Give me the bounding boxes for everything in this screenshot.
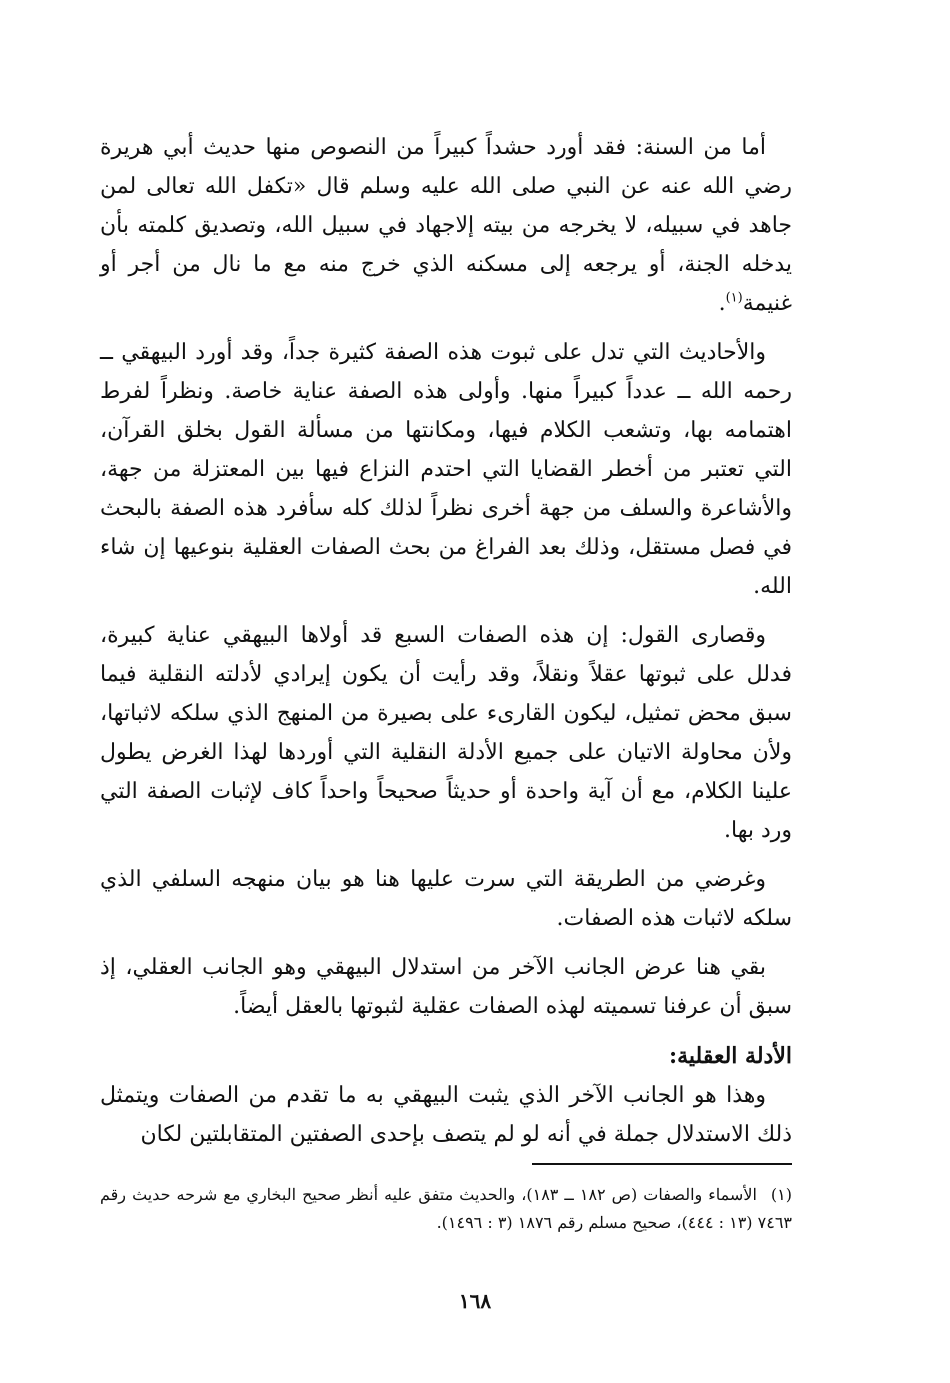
paragraph-1-tail: . — [718, 291, 726, 316]
paragraph-2: والأحاديث التي تدل على ثبوت هذه الصفة كثيرة جداً، وقد أورد البيهقي ــ رحمه الله ــ عدداً كبيراً منها. وأولى هذه الصفة عناية خاصة. ونظراً لفرط اهتمامه بها، وتشعب الكلام فيها، ومكانتها من مسألة القول بخلق القرآن، التي تعتبر من أخطر القضايا التي احتدم النزاع فيها بين المعتزلة من جهة، والأشاعرة والسلف من جهة أخرى نظراً لذلك كله سأفرد هذه الصفة بالبحث في فصل مستقل، وذلك بعد الفراغ من بحث الصفات العقلية بنوعيها إن شاء الله. — [100, 340, 792, 599]
paragraph-3: وقصارى القول: إن هذه الصفات السبع قد أولاها البيهقي عناية كبيرة، فدلل على ثبوتها عقلاً ونقلاً، وقد رأيت أن يكون إيرادي لأدلته النقلية فيما سبق محض تمثيل، ليكون القارىء على بصيرة من المنهج الذي سلكه لاثباتها، ولأن محاولة الاتيان على جميع الأدلة النقلية التي أوردها لهذا الغرض يطول علينا الكلام، مع أن آية واحدة أو حديثاً صحيحاً واحداً كاف لإثبات الصفة التي ورد بها. — [100, 623, 792, 843]
footnote-text: الأسماء والصفات (ص ١٨٢ ــ ١٨٣)، والحديث متفق عليه أنظر صحيح البخاري مع شرحه حديث رقم ٧٤٦٣ (١٣ : ٤٤٤)، صحيح مسلم رقم ١٨٧٦ (٣ : ١٤٩٦). — [100, 1185, 792, 1232]
paragraph-5: بقي هنا عرض الجانب الآخر من استدلال البيهقي وهو الجانب العقلي، إذ سبق أن عرفنا تسميته لهذه الصفات عقلية لثبوتها بالعقل أيضاً. — [100, 955, 792, 1019]
footnote-ref-1[interactable]: (١) — [725, 290, 743, 306]
paragraph-6: وهذا هو الجانب الآخر الذي يثبت البيهقي به ما تقدم من الصفات ويتمثل ذلك الاستدلال جملة في أنه لو لم يتصف بإحدى الصفتين المتقابلتين لكان — [100, 1083, 792, 1147]
footnotes — [100, 1181, 792, 1237]
page-number: ١٦٨ — [458, 1289, 492, 1313]
paragraph-1-text: أما من السنة: فقد أورد حشداً كبيراً من النصوص منها حديث أبي هريرة رضي الله عنه عن النبي صلى الله عليه وسلم قال «تكفل الله تعالى لمن جاهد في سبيله، لا يخرجه من بيته إلاجهاد في سبيل الله، وتصديق كلمته بأن يدخله الجنة، أو يرجعه إلى مسكنه الذي خرج منه مع ما نال من أجر أو غنيمة — [100, 135, 792, 316]
section-heading: الأدلة العقلية: — [668, 1043, 792, 1069]
footnote-1 — [100, 1181, 792, 1237]
footnote-divider — [532, 1163, 792, 1165]
footnote-number: (١) — [770, 1185, 792, 1204]
main-text — [100, 128, 792, 1164]
paragraph-1 — [100, 128, 792, 323]
paragraph-4: وغرضي من الطريقة التي سرت عليها هنا هو بيان منهجه السلفي الذي سلكه لاثبات هذه الصفات. — [100, 867, 792, 931]
